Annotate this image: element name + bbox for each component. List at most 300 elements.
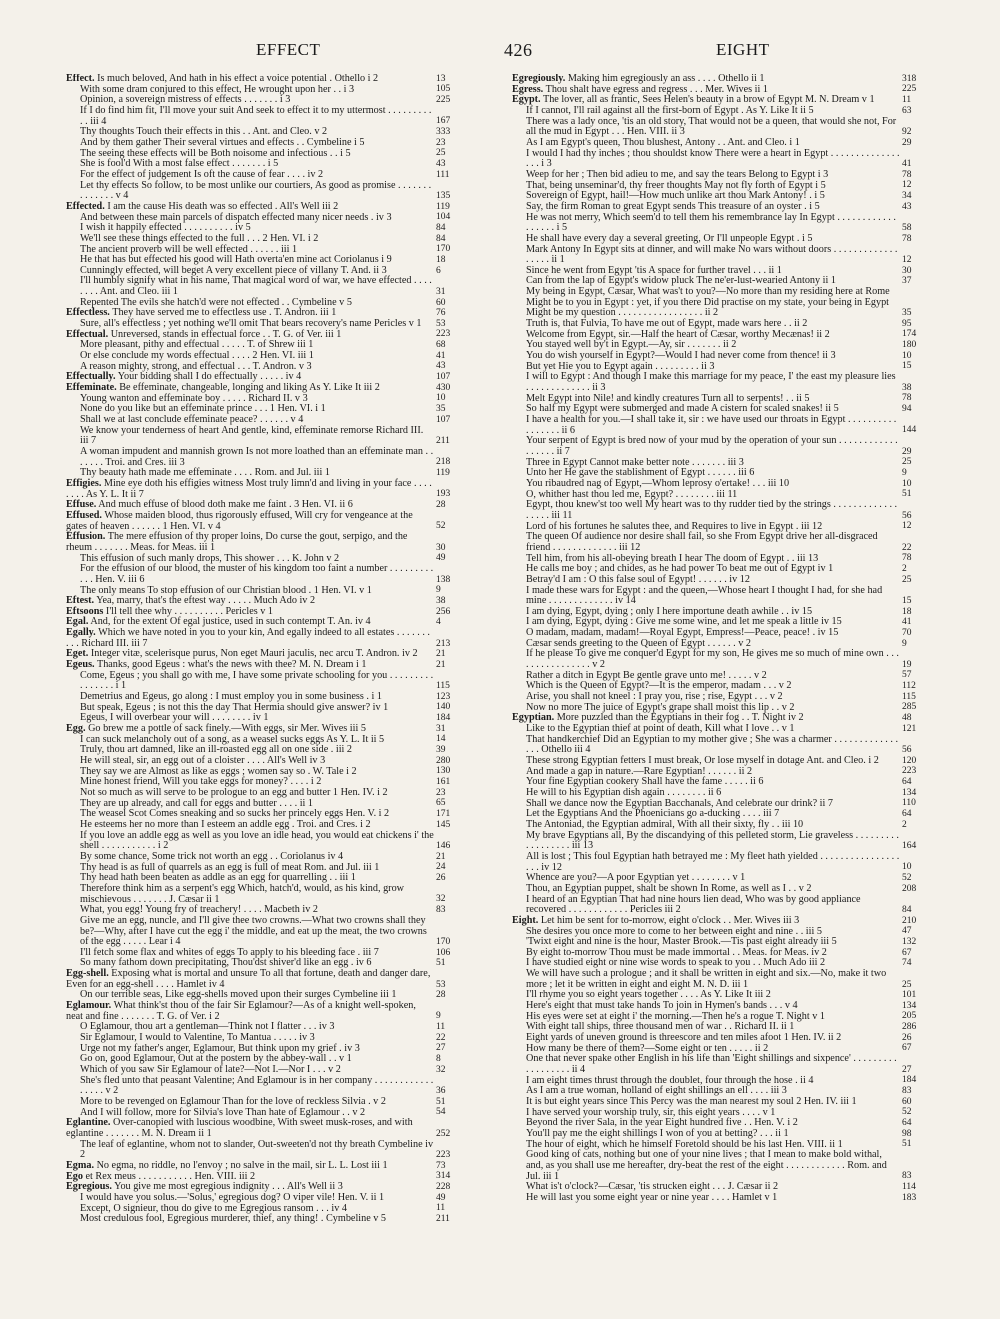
line-reference: 174 (902, 329, 917, 340)
line-reference: 32 (436, 1064, 446, 1075)
line-reference: 29 (902, 446, 912, 457)
dictionary-entry (512, 852, 964, 873)
headword: Effusion. (66, 531, 106, 543)
quotation: All is lost ; This foul Egyptian hath betrayed me : My fleet hath yielded . . . . . . . . . . . . . . . . . . . iv 12 (526, 850, 900, 873)
quotation: More pleasant, pithy and effectual . . . . . T. of Shrew iii 1 (80, 339, 314, 351)
line-reference: 146 (436, 840, 451, 851)
quotation: Be effeminate, changeable, longing and liking As Y. Like It iii 2 (119, 382, 380, 394)
quotation: And I will follow, more for Silvia's love Than hate of Eglamour . . v 2 (80, 1106, 366, 1118)
quotation: I'll rhyme you so eight years together . . . . As Y. Like It iii 2 (526, 989, 771, 1001)
header-right-word: EIGHT (716, 40, 770, 59)
entry-text (526, 117, 900, 138)
line-reference: 38 (902, 382, 912, 393)
line-reference: 6 (436, 265, 441, 276)
line-reference: 18 (436, 254, 446, 265)
quotation: Repented The evils she hatch'd were not effected . . Cymbeline v 5 (80, 296, 352, 308)
line-reference: 115 (436, 681, 450, 692)
line-reference: 53 (436, 979, 446, 990)
dictionary-entry (66, 276, 498, 297)
quotation: He esteems her no more than I esteem an addle egg . Troi. and Cres. i 2 (80, 818, 371, 830)
line-reference: 25 (436, 148, 446, 159)
headword: Effused. (66, 509, 102, 521)
quotation: Your serpent of Egypt is bred now of your mud by the operation of your sun . . . . . . . . . . . . . . . . . . ii 7 (526, 435, 898, 457)
quotation: Thanks, good Egeus : what's the news with thee? M. N. Dream i 1 (96, 659, 367, 671)
headword: Egally. (66, 627, 96, 639)
headword: Egregious. (66, 1181, 112, 1193)
line-reference: 60 (436, 297, 446, 308)
headword: Egypt. (512, 94, 541, 106)
line-reference: 67 (902, 947, 912, 958)
quotation: I would have you solus.—'Solus,' egregious dog? O viper vile! Hen. V. ii 1 (80, 1191, 385, 1203)
quotation: That, being unseminar'd, thy freer thoughts May not fly forth of Egypt i 5 (526, 179, 826, 191)
quotation: What is't o'clock?—Cæsar, 'tis strucken eight . . . J. Cæsar ii 2 (526, 1181, 779, 1193)
line-reference: 183 (902, 1192, 917, 1203)
quotation: Whence are you?—A poor Egyptian yet . . . . . . . . v 1 (526, 872, 746, 884)
quotation: Beyond the river Sala, in the year Eight hundred five . . Hen. V. i 2 (526, 1117, 798, 1129)
quotation: And, for the extent Of egal justice, used in such contempt T. An. iv 4 (90, 616, 371, 628)
line-reference: 32 (436, 894, 446, 905)
quotation: Urge not my father's anger, Eglamour, But think upon my grief . iv 3 (80, 1042, 360, 1054)
quotation: 'Twixt eight and nine is the hour, Master Brook.—Tis past eight already iii 5 (526, 936, 837, 948)
quotation: Welcome from Egypt, sir.—Half the heart of Cæsar, worthy Mecænas! ii 2 (526, 328, 830, 340)
line-reference: 65 (436, 798, 446, 809)
line-reference: 39 (436, 745, 446, 756)
line-reference: 31 (436, 723, 446, 734)
header-left-word: EFFECT (256, 40, 321, 59)
line-reference: 218 (436, 457, 451, 468)
entry-text (526, 1150, 900, 1182)
quotation: Unreversed, stands in effectual force . . T. G. of Ver. iii 1 (110, 328, 342, 340)
quotation: Rather a ditch in Egypt Be gentle grave unto me! . . . . . v 2 (526, 669, 767, 681)
quotation: O Eglamour, thou art a gentleman—Think not I flatter . . . iv 3 (80, 1021, 335, 1033)
line-reference: 83 (436, 904, 446, 915)
entry-text (66, 628, 434, 649)
line-reference: 228 (436, 1181, 451, 1192)
line-reference: 74 (902, 958, 912, 969)
left-column (66, 74, 498, 1309)
line-reference: 26 (436, 872, 446, 883)
headword: Egeus. (66, 659, 95, 671)
line-reference: 9 (902, 468, 907, 479)
line-reference: 193 (436, 489, 451, 500)
line-reference: 24 (436, 862, 446, 873)
entry-text (66, 532, 434, 553)
line-reference: 25 (902, 457, 912, 468)
dictionary-entry (66, 628, 498, 649)
dictionary-entry (512, 1054, 964, 1075)
entry-text (526, 735, 900, 756)
line-reference: 84 (436, 233, 446, 244)
quotation: The only means To stop effusion of our Christian blood . 1 Hen. VI. v 1 (80, 584, 372, 596)
quotation: Sovereign of Egypt, hail!—How much unlike art thou Mark Antony! . i 5 (526, 190, 825, 202)
quotation: Let thy effects So follow, to be most unlike our courtiers, As good as promise . . . . . . . . . . . . . . v 4 (80, 179, 432, 202)
line-reference: 132 (902, 936, 917, 947)
line-reference: 78 (902, 393, 912, 404)
quotation: O madam, madam, madam!—Royal Egypt, Empress!—Peace, peace! . iv 15 (526, 627, 839, 639)
quotation: The seeing these effects will be Both noisome and infectious . . i 5 (80, 147, 351, 159)
line-reference: 54 (436, 1107, 446, 1118)
quotation: Demetrius and Egeus, go along : I must employ you in some business . i 1 (80, 691, 382, 703)
line-reference: 25 (902, 979, 912, 990)
dictionary-entry (66, 511, 498, 532)
quotation: Which we have noted in you to your kin, And egally indeed to all estates . . . . . . . . . . Richard III. iii 7 (66, 627, 430, 649)
headword: Effuse. (66, 499, 97, 511)
dictionary-entry (66, 671, 498, 692)
quotation: We'll see these things effected to the full . . . 2 Hen. VI. i 2 (80, 232, 319, 244)
quotation: Come, Egeus ; you shall go with me, I have some private schooling for you . . . . . . . . . . . . . . . . i 1 (80, 669, 434, 692)
quotation: Truly, thou art damned, like an ill-roasted egg all on one side . iii 2 (80, 744, 352, 756)
line-reference: 211 (436, 1213, 450, 1224)
quotation: I am dying, Egypt, dying ; only I here importune death awhile . . iv 15 (526, 605, 813, 617)
entry-text (80, 831, 434, 852)
dictionary-entry (512, 649, 964, 670)
headword: Effect. (66, 74, 95, 84)
line-reference: 134 (902, 1000, 917, 1011)
quotation: The mere effusion of thy proper loins, Do curse the gout, serpigo, and the rheum . . . . . . . Meas. for Meas. iii 1 (66, 531, 408, 553)
quotation: Weep for her ; Then bid adieu to me, and say the tears Belong to Egypt i 3 (526, 168, 829, 180)
line-reference: 43 (436, 158, 446, 169)
quotation: The Antoniad, the Egyptian admiral, With all their sixty, fly . . iii 10 (526, 818, 804, 830)
line-reference: 14 (436, 734, 446, 745)
entry-text (526, 287, 900, 319)
quotation: Like to the Egyptian thief at point of death, Kill what I love . . v 1 (526, 723, 795, 735)
quotation: Your bidding shall I do effectually . . . . . iv 4 (117, 371, 302, 383)
quotation: Your fine Egyptian cookery Shall have the fame . . . . . ii 6 (526, 776, 764, 788)
quotation: But speak, Egeus ; is not this the day That Hermia should give answer? iv 1 (80, 701, 389, 713)
quotation: I heard of an Egyptian That had nine hours lien dead, Who was by good appliance recovered . . . . . . . . . . . . Pericles iii 2 (526, 893, 861, 916)
line-reference: 26 (902, 1032, 912, 1043)
line-reference: 180 (902, 340, 917, 351)
dictionary-entry (512, 415, 964, 436)
quotation: A reason mighty, strong, and effectual . . . T. Andron. v 3 (80, 360, 312, 372)
quotation: If I cannot, I'll rail against all the first-born of Egypt . As Y. Like It ii 5 (526, 104, 814, 116)
line-reference: 171 (436, 809, 451, 820)
line-reference: 78 (902, 553, 912, 564)
line-reference: 223 (902, 766, 917, 777)
line-reference: 11 (902, 95, 912, 106)
quotation: et Rex meus . . . . . . . . . . . Hen. VIII. iii 2 (85, 1170, 256, 1182)
quotation: Since he went from Egypt 'tis A space for further travel . . . ii 1 (526, 264, 782, 276)
entry-text (80, 671, 434, 692)
line-reference: 76 (436, 308, 446, 319)
entry-text (526, 1193, 900, 1204)
quotation: Cæsar sends greeting to the Queen of Egypt . . . . . . v 2 (526, 637, 751, 649)
quotation: His eyes were set at eight i' the morning.—Then he's a rogue T. Night v 1 (526, 1010, 825, 1022)
quotation: I have served your worship truly, sir, this eight years . . . . v 1 (526, 1106, 776, 1118)
quotation: Not so much as will serve to be prologue to an egg and butter 1 Hen. IV. i 2 (80, 786, 388, 798)
line-reference: 285 (902, 702, 917, 713)
line-reference: 145 (436, 819, 451, 830)
line-reference: 27 (436, 1043, 446, 1054)
line-reference: 51 (436, 958, 446, 969)
line-reference: 56 (902, 745, 912, 756)
headword: Egyptian. (512, 712, 555, 724)
line-reference: 31 (436, 286, 446, 297)
line-reference: 21 (436, 851, 446, 862)
quotation: Young wanton and effeminate boy . . . . . Richard II. v 3 (80, 392, 308, 404)
quotation: The leaf of eglantine, whom not to slander, Out-sweeten'd not thy breath Cymbeline iv 2 (80, 1138, 434, 1161)
line-reference: 12 (902, 180, 912, 191)
entry-text (80, 181, 434, 202)
headword: Effected. (66, 200, 105, 212)
line-reference: 35 (902, 308, 912, 319)
dictionary-entry (66, 831, 498, 852)
dictionary-entry (512, 735, 964, 756)
entry-text (66, 511, 434, 532)
quotation: I wish it happily effected . . . . . . . . . . iv 5 (80, 222, 251, 234)
quotation: They are up already, and call for eggs and butter . . . . ii 1 (80, 797, 313, 809)
headword: Effeminate. (66, 382, 117, 394)
line-reference: 64 (902, 777, 912, 788)
line-reference: 18 (902, 606, 912, 617)
entry-text (526, 415, 900, 436)
entry-text (80, 447, 434, 468)
line-reference: 205 (902, 1011, 917, 1022)
quotation: You ribaudred nag of Egypt,—Whom leprosy o'ertake! . . . iii 10 (526, 477, 790, 489)
quotation: Say, the firm Roman to great Egypt sends This treasure of an oyster . i 5 (526, 200, 820, 212)
dictionary-entry (66, 1076, 498, 1097)
quotation: Whose maiden blood, thus rigorously effused, Will cry for vengeance at the gates of heaven . . . . . . 1 Hen. VI. v 4 (66, 509, 413, 532)
quotation: He was not merry, Which seem'd to tell them his remembrance lay In Egypt . . . . . . . . . . . . . . . . . . i 5 (526, 211, 896, 234)
quotation: That handkerchief Did an Egyptian to my mother give ; She was a charmer . . . . . . . . . . . . . . . . Othello iii 4 (526, 733, 899, 756)
dictionary-entry (512, 500, 964, 521)
quotation: Arise, you shall not kneel : I pray you, rise ; rise, Egypt . . . v 2 (526, 691, 783, 703)
quotation: You stayed well by't in Egypt.—Ay, sir . . . . . . . ii 2 (526, 339, 737, 351)
entry-text (526, 372, 900, 393)
entry-text (526, 895, 900, 916)
line-reference: 38 (436, 595, 446, 606)
entry-text (66, 969, 434, 990)
dictionary-entry (512, 586, 964, 607)
quotation: They have served me to effectless use . T. Andron. iii 1 (112, 307, 337, 319)
quotation: I am dying, Egypt, dying : Give me some wine, and let me speak a little iv 15 (526, 616, 842, 628)
quotation: Melt Egypt into Nile! and kindly creatures Turn all to serpents! . . ii 5 (526, 392, 810, 404)
line-reference: 43 (436, 361, 446, 372)
line-reference: 208 (902, 883, 917, 894)
headword: Eglantine. (66, 1117, 111, 1129)
line-reference: 49 (436, 1192, 446, 1203)
dictionary-entry (512, 895, 964, 916)
line-reference: 30 (436, 542, 446, 553)
line-reference: 10 (902, 350, 912, 361)
line-reference: 83 (902, 1086, 912, 1097)
quotation: The lover, all as frantic, Sees Helen's beauty in a brow of Egypt M. N. Dream v 1 (542, 94, 875, 106)
quotation: Truth is, that Fulvia, To have me out of Egypt, made wars here . . ii 2 (526, 318, 808, 330)
dictionary-entry (66, 1118, 498, 1139)
dictionary-entry (66, 532, 498, 553)
quotation: Thou, an Egyptian puppet, shalt be shown In Rome, as well as I . . v 2 (526, 882, 812, 894)
dictionary-entry (66, 479, 498, 500)
line-reference: 34 (902, 190, 912, 201)
quotation: Exposing what is mortal and unsure To all that fortune, death and danger dare, Even for an egg-shell . . . . Hamlet iv 4 (66, 968, 431, 990)
entry-text (526, 532, 900, 553)
line-reference: 30 (902, 265, 912, 276)
line-reference: 98 (902, 1128, 912, 1139)
quotation: Shall we at last conclude effeminate peace? . . . . . . v 4 (80, 414, 304, 425)
entry-text (526, 213, 900, 234)
quotation: Thy head is as full of quarrels as an egg is full of meat Rom. and Jul. iii 1 (80, 861, 380, 873)
line-reference: 37 (902, 276, 912, 287)
line-reference: 223 (436, 1150, 451, 1161)
entry-text (80, 1214, 434, 1225)
line-reference: 15 (902, 595, 912, 606)
headword: Eight. (512, 914, 539, 926)
line-reference: 184 (902, 1075, 917, 1086)
line-reference: 23 (436, 787, 446, 798)
dictionary-entry (66, 106, 498, 127)
line-reference: 138 (436, 574, 451, 585)
line-reference: 9 (902, 638, 907, 649)
line-reference: 318 (902, 74, 917, 84)
quotation: Here's eight that must take hands To join in Hymen's bands . . . v 4 (526, 1000, 798, 1012)
entry-text (80, 884, 434, 905)
quotation: I'll humbly signify what in his name, That magical word of war, we have effected . . . . . . . . Ant. and Cleo. iii 1 (80, 275, 432, 298)
line-reference: 144 (902, 425, 917, 436)
quotation: Opinion, a sovereign mistress of effects . . . . . . . i 3 (80, 94, 291, 106)
line-reference: 15 (902, 361, 912, 372)
quotation: Most credulous fool, Egregious murderer, thief, any thing! . Cymbeline v 5 (80, 1213, 387, 1225)
line-reference: 57 (902, 670, 912, 681)
quotation: Now no more The juice of Egypt's grape shall moist this lip . . v 2 (526, 701, 795, 713)
quotation: Egypt, thou knew'st too well My heart was to thy rudder tied by the strings . . . . . . . . . . . . . . . . . . iii 11 (526, 499, 898, 521)
quotation: Except, O signieur, thou do give to me Egregious ransom . . . iv 4 (80, 1202, 347, 1214)
line-reference: 8 (436, 1054, 441, 1065)
quotation: Mark Antony In Egypt sits at dinner, and will make No wars without doors . . . . . . . . . . . . . . . . . . ii 1 (526, 243, 898, 266)
quotation: Go brew me a pottle of sack finely.—With eggs, sir Mer. Wives iii 5 (88, 723, 366, 735)
quotation: Thy thoughts Touch their effects in this . . Ant. and Cleo. v 2 (80, 126, 328, 138)
line-reference: 11 (436, 1022, 446, 1033)
quotation: I'll fetch some flax and whites of eggs To apply to his bleeding face . iii 7 (80, 946, 379, 958)
line-reference: 119 (436, 201, 450, 212)
dictionary-entry (66, 1001, 498, 1022)
line-reference: 10 (902, 478, 912, 489)
entry-text (80, 916, 434, 948)
quotation: As I am Egypt's queen, Thou blushest, Antony . . Ant. and Cleo. i 1 (526, 136, 800, 148)
dictionary-entry (66, 447, 498, 468)
dictionary-entry (66, 1140, 498, 1161)
quotation: Cunningly effected, will beget A very excellent piece of villany T. And. ii 3 (80, 264, 387, 276)
quotation: You do wish yourself in Egypt?—Would I had never come from thence! ii 3 (526, 350, 836, 362)
line-reference: 51 (436, 1096, 446, 1107)
line-reference: 35 (436, 404, 446, 415)
quotation: What think'st thou of the fair Sir Eglamour?—As of a knight well-spoken, neat and fine . . . . . . . T. G. of Ver. i 2 (66, 1000, 416, 1022)
entry-text (66, 479, 434, 500)
line-reference: 213 (436, 638, 451, 649)
entry-text (80, 564, 434, 585)
line-reference: 58 (902, 222, 912, 233)
quotation: Or else conclude my words effectual . . . . 2 Hen. VI. iii 1 (80, 350, 314, 362)
quotation: What, you egg! Young fry of treachery! . . . . Macbeth iv 2 (80, 904, 318, 916)
quotation: She is fool'd With a most false effect . . . . . . . i 5 (80, 158, 279, 170)
entry-text (526, 500, 900, 521)
dictionary-entry (512, 117, 964, 138)
quotation: None do you like but an effeminate prince . . . 1 Hen. VI. i 1 (80, 403, 326, 415)
entry-text (80, 1076, 434, 1097)
entry-text (526, 969, 900, 990)
line-reference: 107 (436, 414, 451, 425)
quotation: I can suck melancholy out of a song, as a weasel sucks eggs As Y. L. It ii 5 (80, 733, 385, 745)
quotation: Give me an egg, nuncle, and I'll give thee two crowns.—What two crowns shall they be?—Why, after I have cut the egg i' the middle, and eat up the meat, the two crowns of the egg . . . . . Lear i 4 (80, 914, 427, 948)
dictionary-entry (66, 564, 498, 585)
line-reference: 10 (436, 393, 446, 404)
dictionary-entry (66, 1214, 498, 1225)
quotation: My brave Egyptians all, By the discandying of this pelleted storm, Lie graveless . . . . . . . . . . . . . . . . . . iii 13 (526, 829, 899, 852)
entry-text (526, 149, 900, 170)
quotation: Which is the Queen of Egypt?—It is the emperor, madam . . . v 2 (526, 680, 792, 692)
quotation: Thy beauty hath made me effeminate . . . . Rom. and Jul. iii 1 (80, 467, 330, 479)
headword: Egregiously. (512, 74, 566, 84)
dictionary-entry (512, 1193, 964, 1204)
line-reference: 430 (436, 382, 451, 393)
line-reference: 105 (436, 84, 451, 95)
quotation: Mine eye doth his effigies witness Most truly limn'd and living in your face . . . . . . . . As Y. L. It ii 7 (66, 477, 432, 500)
line-reference: 28 (436, 499, 446, 510)
line-reference: 114 (902, 1181, 916, 1192)
quotation: Making him egregiously an ass . . . . Othello ii 1 (567, 74, 765, 84)
quotation: There was a lady once, 'tis an old story, That would not be a queen, that would she not, For all the mud in Egypt . . . Hen. VIII. ii 3 (526, 115, 897, 138)
line-reference: 12 (902, 521, 912, 532)
quotation: They say we are Almost as like as eggs ; women say so . W. Tale i 2 (80, 765, 357, 777)
entry-text (526, 649, 900, 670)
quotation: We know your tenderness of heart And gentle, kind, effeminate remorse Richard III. iii 7 (80, 424, 424, 447)
quotation: The ancient proverb will be well effected . . . . . . iii 1 (80, 243, 298, 255)
quotation: More to be revenged on Eglamour Than for the love of reckless Silvia . v 2 (80, 1096, 386, 1107)
headword: Effectless. (66, 307, 110, 319)
entry-text (526, 586, 900, 607)
line-reference: 223 (436, 329, 451, 340)
dictionary-entry (512, 831, 964, 852)
quotation: If he please To give me conquer'd Egypt for my son, He gives me so much of mine own . . . . . . . . . . . . . . . . v 2 (526, 648, 899, 671)
right-column (512, 74, 964, 1309)
dictionary-entry (66, 426, 498, 447)
dictionary-entry (512, 1150, 964, 1182)
line-reference: 11 (436, 1203, 446, 1214)
quotation: Mine honest friend, Will you take eggs for money? . . . . i 2 (80, 776, 322, 788)
line-reference: 161 (436, 777, 451, 788)
line-reference: 68 (436, 340, 446, 351)
line-reference: 22 (902, 542, 912, 553)
dictionary-entry (512, 532, 964, 553)
quotation: Thou shalt have egress and regress . . . Mer. Wives ii 1 (545, 83, 768, 95)
line-reference: 64 (902, 1118, 912, 1129)
line-reference: 4 (436, 617, 441, 628)
quotation: He calls me boy ; and chides, as he had power To beat me out of Egypt iv 1 (526, 563, 834, 575)
headword: Egma. (66, 1159, 95, 1171)
quotation: Over-canopied with luscious woodbine, With sweet musk-roses, and with eglantine . . . . . . . M. N. Dream ii 1 (66, 1117, 413, 1139)
line-reference: 101 (902, 990, 917, 1001)
quotation: Is much beloved, And hath in his effect a voice potential . Othello i 2 (97, 74, 379, 84)
headword: Effectual. (66, 328, 109, 340)
quotation: Yea, marry, that's the eftest way . . . . . Much Ado iv 2 (96, 595, 316, 607)
headword: Egg-shell. (66, 968, 109, 980)
dictionary-entry (512, 213, 964, 234)
entry-text (526, 436, 900, 457)
quotation: How many be there of them?—Some eight or ten . . . . . ii 2 (526, 1042, 769, 1054)
quotation: By eight to-morrow Thou must be made immortal . . Meas. for Meas. iv 2 (526, 946, 827, 958)
quotation: Thy head hath been beaten as addle as an egg for quarrelling . . iii 1 (80, 872, 356, 884)
quotation: I would I had thy inches ; thou shouldst know There were a heart in Egypt . . . . . . . . . . . . . . . . . i 3 (526, 147, 900, 170)
quotation: Can from the lap of Egypt's widow pluck The ne'er-lust-wearied Antony ii 1 (526, 275, 836, 287)
entry-text (526, 831, 900, 852)
entry-text (526, 1054, 900, 1075)
line-reference: 280 (436, 755, 451, 766)
line-reference: 21 (436, 649, 446, 660)
entry-text (66, 1118, 434, 1139)
quotation: As I am a true woman, holland of eight shillings an ell . . . . iii 3 (526, 1085, 787, 1097)
line-reference: 140 (436, 702, 451, 713)
quotation: Three in Egypt Cannot make better note . . . . . . . iii 3 (526, 456, 744, 468)
headword: Effectually. (66, 371, 116, 383)
